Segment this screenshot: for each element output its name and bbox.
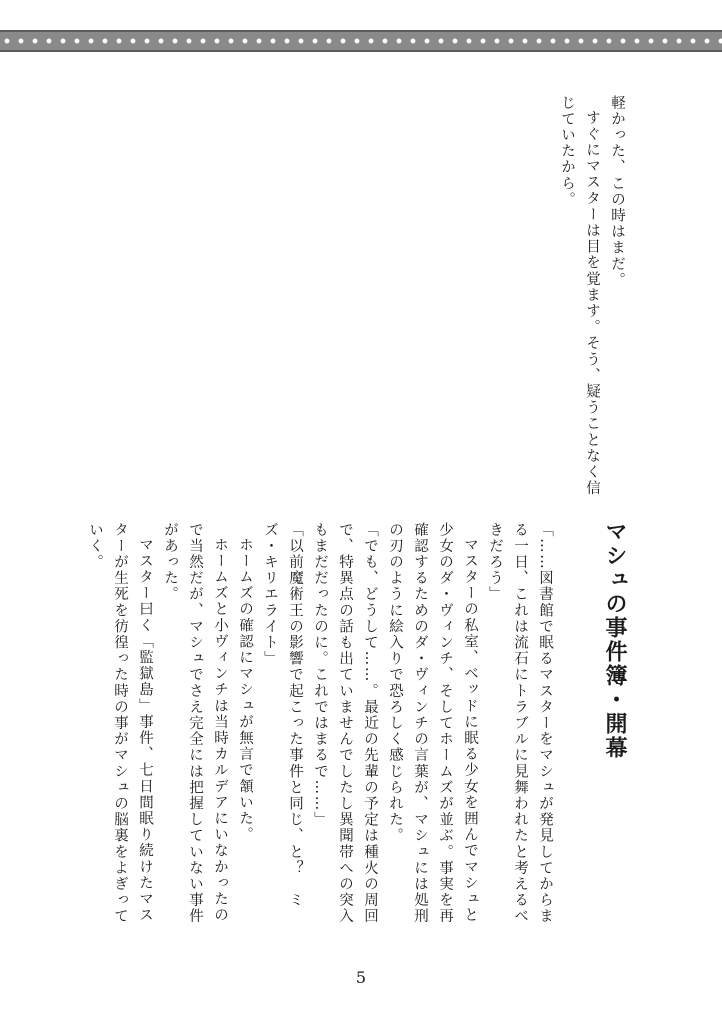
- text-line: 少女のダ・ヴィンチ、そしてホームズが並ぶ。事実を再: [437, 522, 453, 925]
- opening-text: [554, 95, 629, 495]
- text-line: マスター曰く「監獄島」事件、七日間眠り続けたマス: [137, 536, 153, 923]
- text-line: で当然だが、マシュでさえ完全には把握していない事件: [187, 522, 203, 925]
- text-line: る一日、これは流石にトラブルに見舞われたと考えるべ: [512, 522, 528, 925]
- page-number: 5: [355, 968, 367, 987]
- text-line: 「……図書館で眠るマスターをマシュが発見してからま: [537, 522, 553, 925]
- text-line: 軽かった、この時はまだ。: [609, 95, 625, 289]
- text-line: 「以前魔術王の影響で起こった事件と同じ、と？ ミ: [287, 522, 303, 909]
- text-line: ホームズの確認にマシュが無言で頷いた。: [237, 536, 253, 843]
- chapter-title: マシュの事件簿・開幕: [602, 520, 627, 760]
- text-line: があった。: [162, 522, 178, 603]
- decorative-border: [0, 30, 722, 52]
- text-line: じていたから。: [559, 95, 575, 208]
- text-line: きだろう」: [487, 522, 503, 603]
- text-line: マスターの私室、ベッドに眠る少女を囲んでマシュと: [462, 536, 478, 923]
- text-line: いく。: [87, 522, 103, 571]
- text-line: ズ・キリエライト」: [262, 522, 278, 667]
- text-line: もまだだったのに。これではまるで……」: [312, 522, 328, 828]
- text-line: 「でも、どうして……。最近の先輩の予定は種火の周回: [362, 522, 378, 925]
- text-line: の刃のように絵入りで恐ろしく感じられた。: [387, 522, 403, 844]
- text-line: ターが生死を彷徨った時の事がマシュの脳裏をよぎって: [112, 522, 128, 925]
- text-line: で、特異点の話も出ていませんでしたし異聞帯への突入: [337, 522, 353, 925]
- chapter-body: [82, 522, 557, 942]
- text-line: ホームズと小ヴィンチは当時カルデアにいなかったの: [212, 536, 228, 923]
- text-line: すぐにマスターは目を覚ます。そう、疑うことなく信: [584, 109, 600, 496]
- text-line: 確認するためのダ・ヴィンチの言葉が、マシュには処刑: [412, 522, 428, 925]
